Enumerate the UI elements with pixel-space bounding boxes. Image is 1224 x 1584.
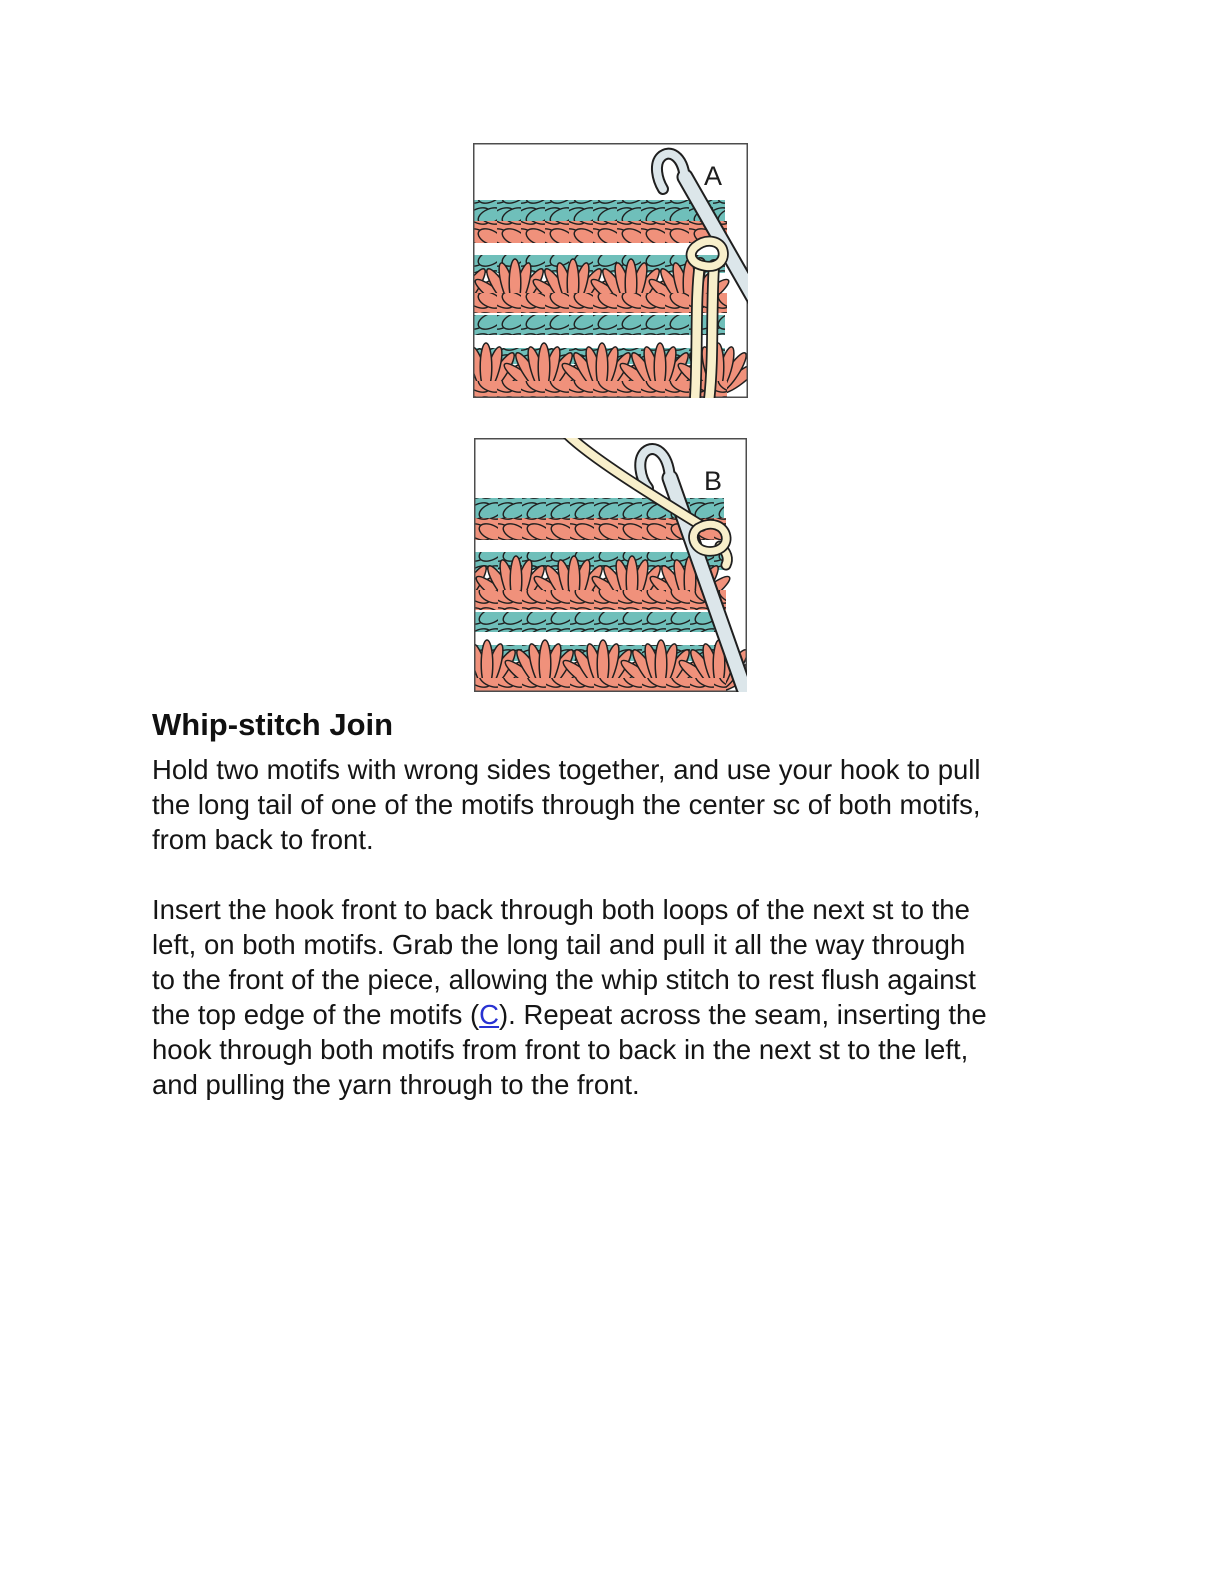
figure-b [474,438,747,692]
section-heading: Whip-stitch Join [152,707,394,742]
text-segment: the top edge of the motifs ( [152,999,480,1030]
text-segment: ). Repeat across the seam, inserting the [499,999,987,1030]
text-line: Insert the hook front to back through both loops of the next st to the [152,894,970,925]
figure-a [473,143,748,398]
figure-a-label: A [703,161,723,191]
text-line [152,997,1092,1032]
text-line: to the front of the piece, allowing the whip stitch to rest flush against [152,964,976,995]
figure-b-label: B [703,466,723,496]
text-line: the long tail of one of the motifs through the center sc of both motifs, [152,789,981,820]
text-line: hook through both motifs from front to back in the next st to the left, [152,1034,969,1065]
figure-c-link[interactable]: C [479,999,500,1030]
text-line: Hold two motifs with wrong sides together, and use your hook to pull [152,754,981,785]
text-line: left, on both motifs. Grab the long tail and pull it all the way through [152,929,966,960]
text-line: from back to front. [152,824,374,855]
text-line: and pulling the yarn through to the front. [152,1069,640,1100]
paragraph-1 [152,752,1092,857]
instruction-section [152,706,1092,1137]
paragraph-2 [152,892,1092,1102]
